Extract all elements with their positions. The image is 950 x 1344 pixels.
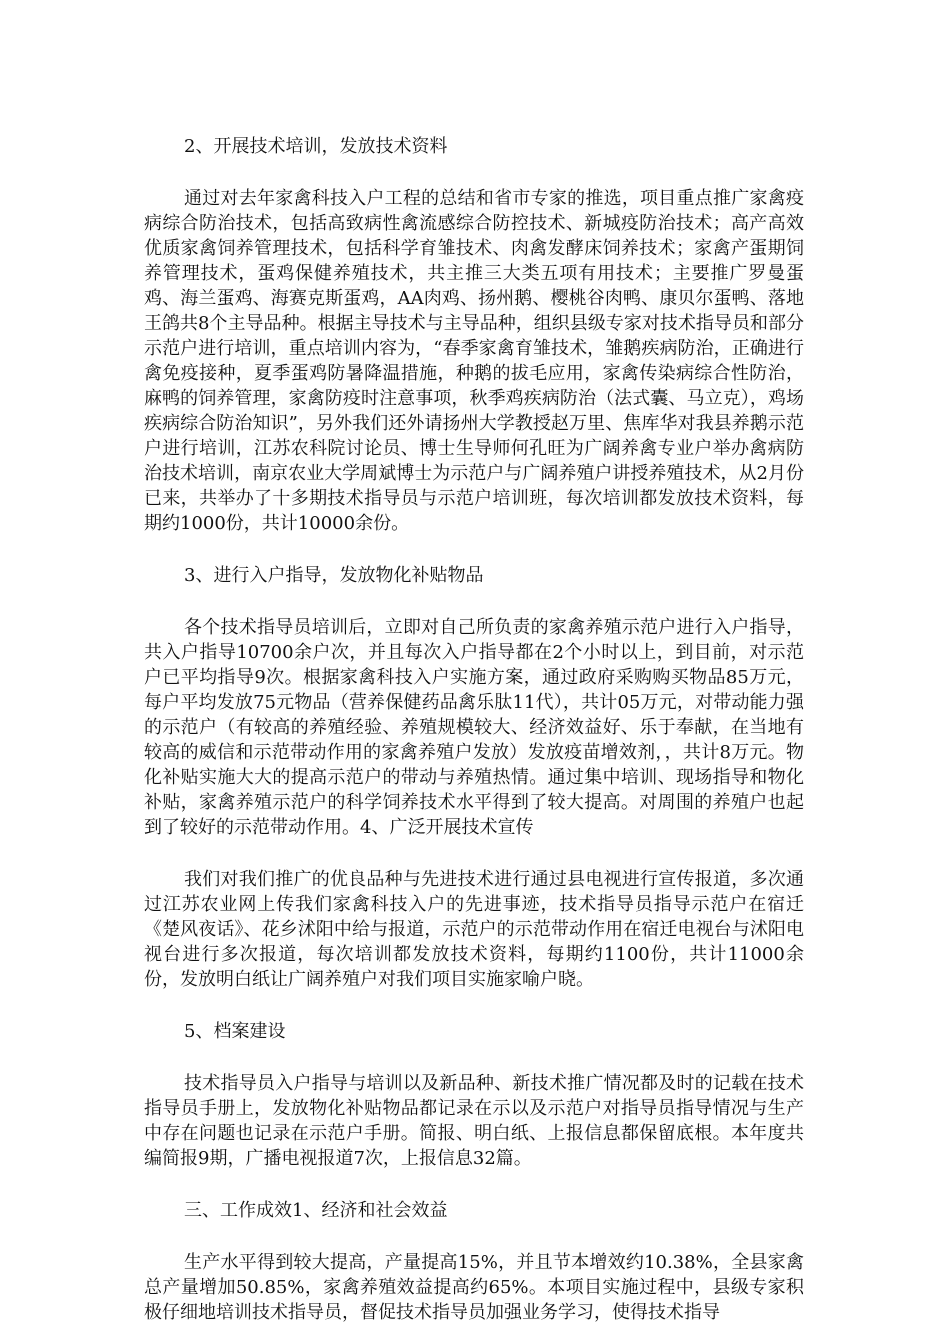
paragraph-archives: 技术指导员入户指导与培训以及新品种、新技术推广情况都及时的记载在技术指导员手册上，发放物化补贴物品都记录在示以及示范户对指导员指导情况与生产中存在问题也记录在示范户手册。简报、明白纸、上报信息都保留底根。本年度共编简报9期，广播电视报道7次，上报信息32篇。 [144,1073,804,1169]
section-heading-results: 三、工作成效1、经济和社会效益 [184,1200,448,1221]
paragraph-training: 通过对去年家禽科技入户工程的总结和省市专家的推选，项目重点推广家禽疫病综合防治技术，包括高致病性禽流感综合防控技术、新城疫防治技术；高产高效优质家禽饲养管理技术，包括科学育雏技术、肉禽发酵床饲养技术；家禽产蛋期饲养管理技术，蛋鸡保健养殖技术，共主推三大类五项有用技术；主要推广罗曼蛋鸡、海兰蛋鸡、海赛克斯蛋鸡，AA肉鸡、扬州鹅、樱桃谷肉鸭、康贝尔蛋鸭、落地王鸽共8个主导品种。根据主导技术与主导品种，组织县级专家对技术指导员和部分示范户进行培训，重点培训内容为，“春季家禽育雏技术，雏鹅疾病防治，正确进行禽免疫接种，夏季蛋鸡防暑降温措施，种鹅的拔毛应用，家禽传染病综合性防治，麻鸭的饲养管理，家禽防疫时注意事项，秋季鸡疾病防治（法式囊、马立克），鸡场疾病综合防治知识”，另外我们还外请扬州大学教授赵万里、焦库华对我县养鹅示范户进行培训，江苏农科院讨论员、博士生导师何孔旺为广阔养禽专业户举办禽病防治技术培训，南京农业大学周斌博士为示范户与广阔养殖户讲授养殖技术，从2月份已来，共举办了十多期技术指导员与示范户培训班，每次培训都发放技术资料，每期约1000份，共计10000余份。 [144,188,804,534]
document-page [144,134,804,1325]
paragraph-results: 生产水平得到较大提高，产量提高15%，并且节本增效约10.38%，全县家禽总产量增加50.85%，家禽养殖效益提高约65%。本项目实施过程中，县级专家积极仔细地培训技术指导员，督促技术指导员加强业务学习，使得技术指导 [144,1252,804,1323]
paragraph-publicity: 我们对我们推广的优良品种与先进技术进行通过县电视进行宣传报道，多次通过江苏农业网上传我们家禽科技入户的先进事迹，技术指导员指导示范户在宿迁《楚风夜话》、花乡沭阳中给与报道，示范户的示范带动作用在宿迁电视台与沭阳电视台进行多次报道，每次培训都发放技术资料，每期约1100份，共计11000余份，发放明白纸让广阔养殖户对我们项目实施家喻户晓。 [144,869,804,990]
section-heading-archives: 5、档案建设 [184,1021,286,1042]
paragraph-home-guidance: 各个技术指导员培训后，立即对自己所负责的家禽养殖示范户进行入户指导，共入户指导10700余户次，并且每次入户指导都在2个小时以上，到目前，对示范户已平均指导9次。根据家禽科技入户实施方案，通过政府采购购买物品85万元，每户平均发放75元物品（营养保健药品禽乐肽11代），共计05万元，对带动能力强的示范户（有较高的养殖经验、养殖规模较大、经济效益好、乐于奉献，在当地有较高的威信和示范带动作用的家禽养殖户发放）发放疫苗增效剂，，共计8万元。物化补贴实施大大的提高示范户的带动与养殖热情。通过集中培训、现场指导和物化补贴，家禽养殖示范户的科学饲养技术水平得到了较大提高。对周围的养殖户也起到了较好的示范带动作用。4、广泛开展技术宣传 [144,617,804,838]
section-heading-training: 2、开展技术培训，发放技术资料 [184,136,448,157]
section-heading-home-guidance: 3、进行入户指导，发放物化补贴物品 [184,565,484,586]
